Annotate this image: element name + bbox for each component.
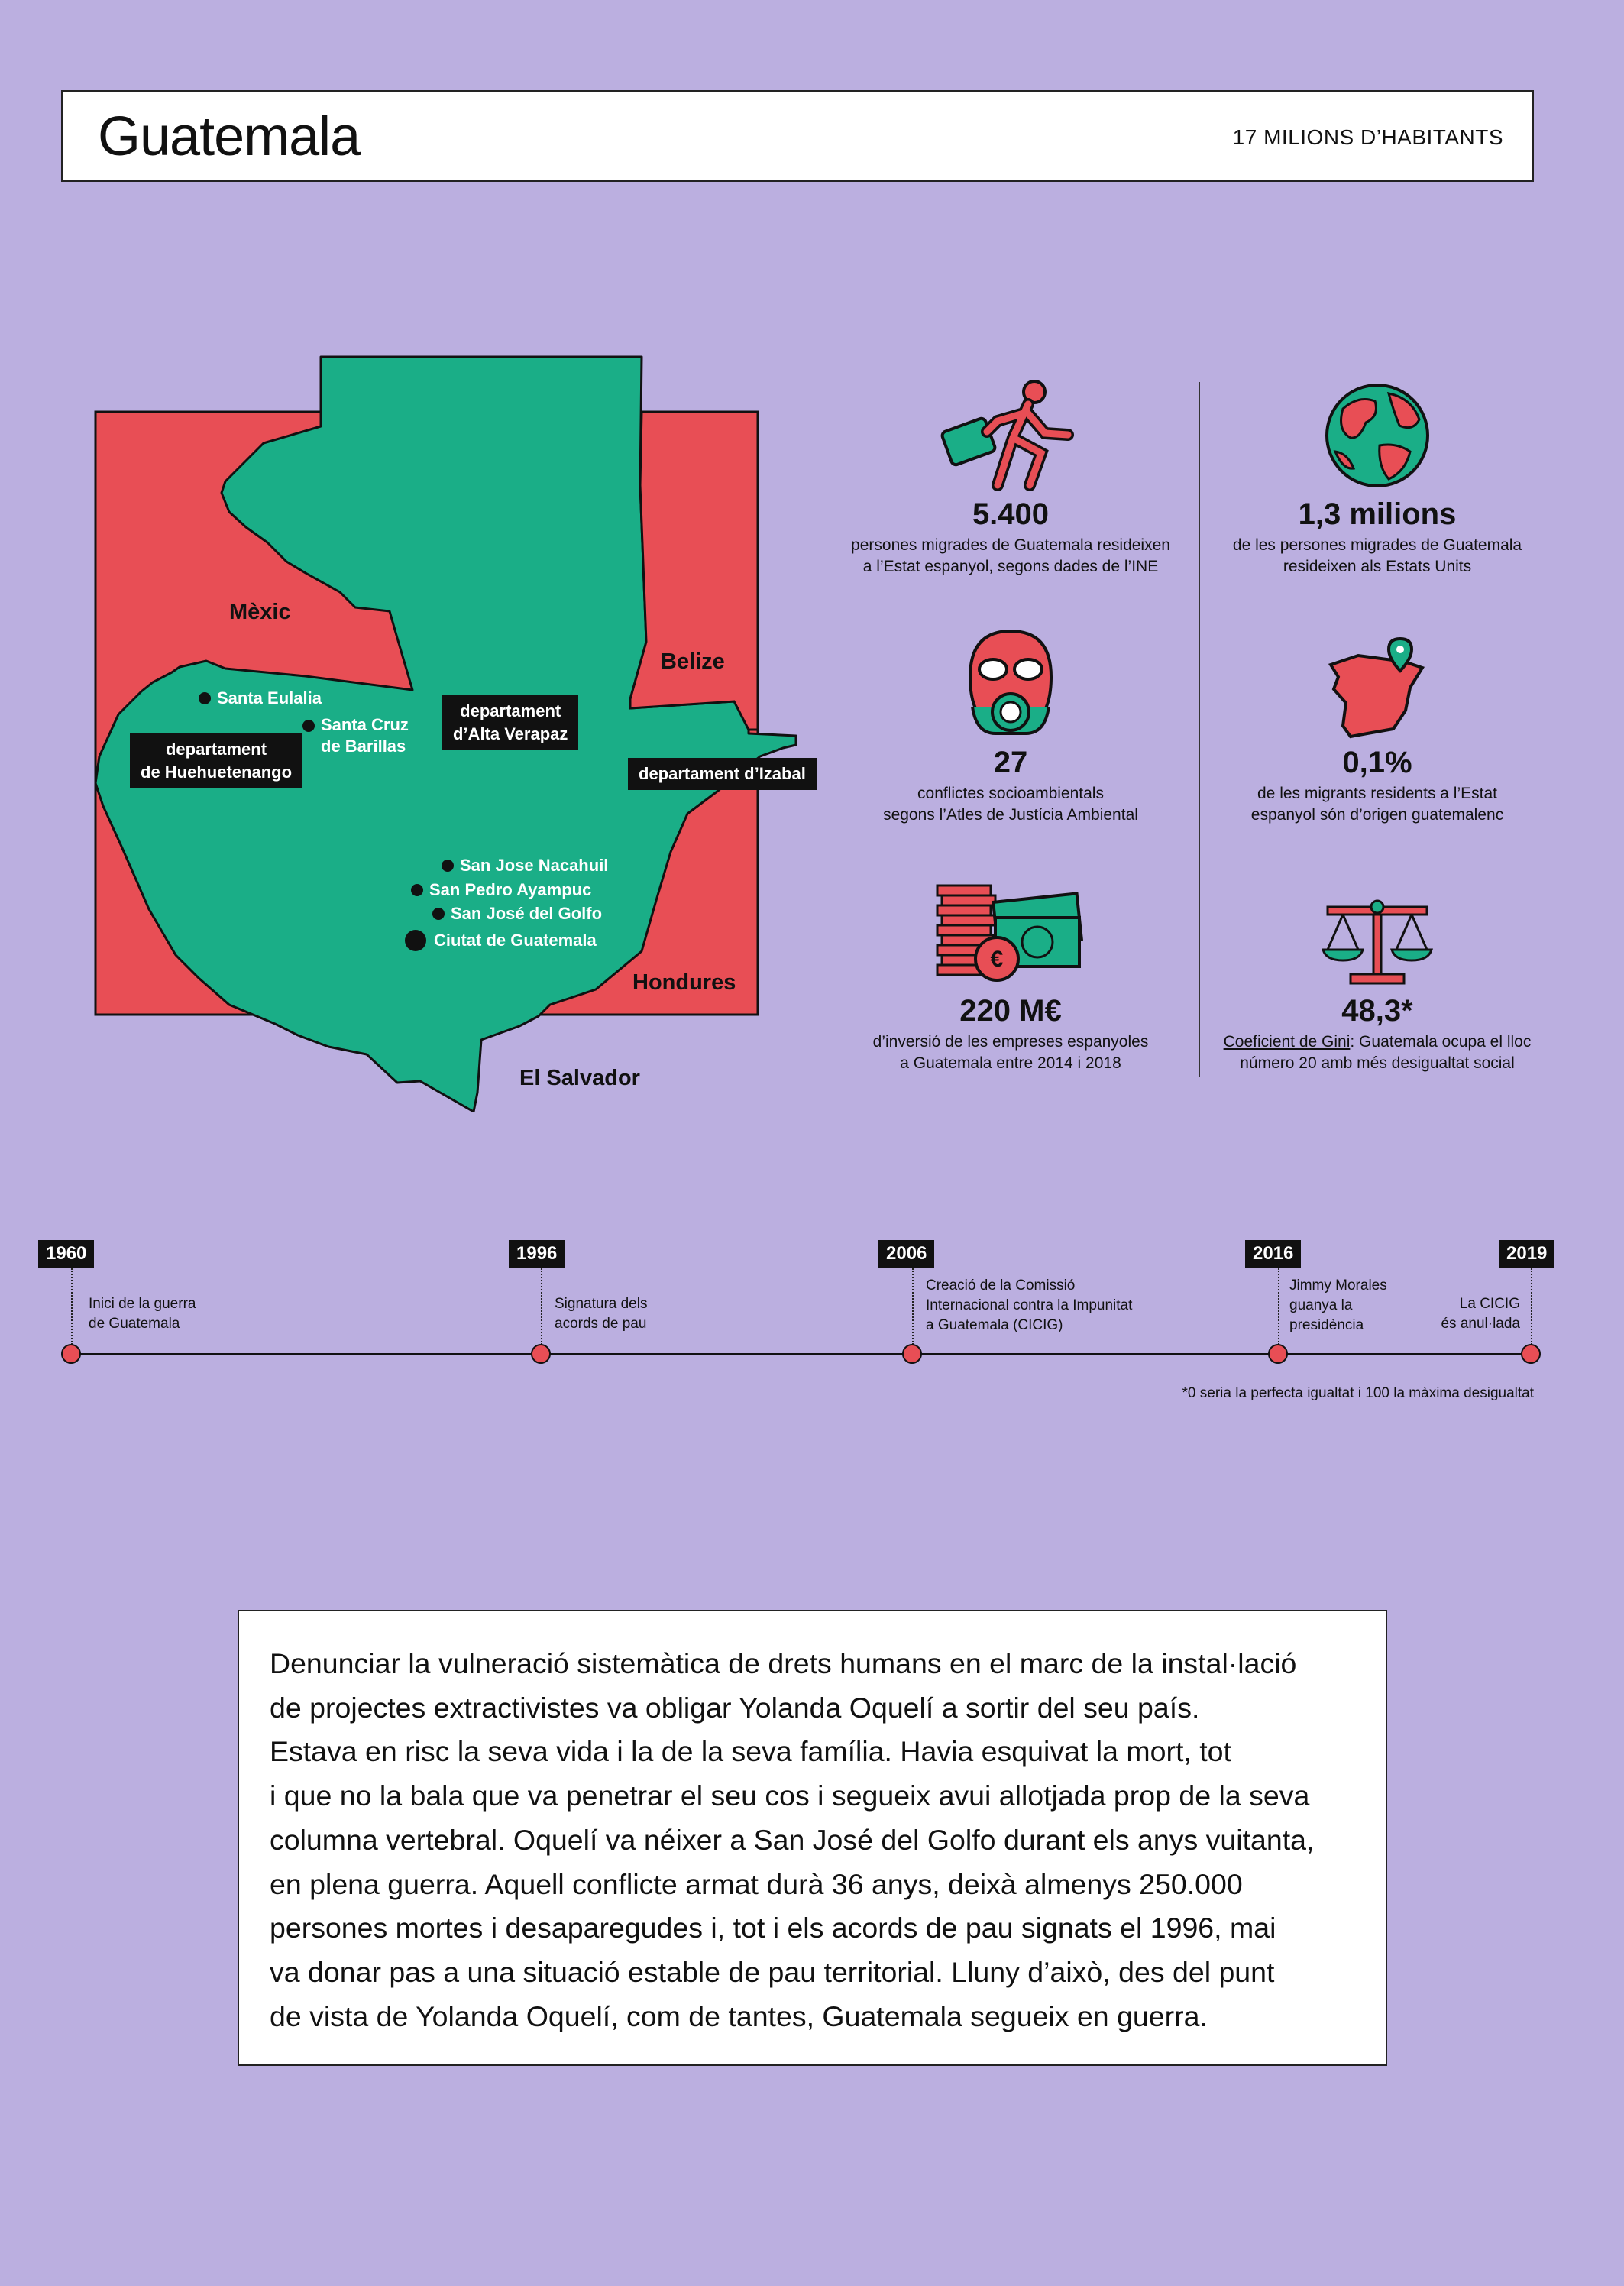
dept-huehuetenango: departament de Huehuetenango (130, 733, 302, 788)
timeline-dot (1268, 1344, 1288, 1364)
belize-shape (630, 412, 758, 730)
stat-investment (839, 875, 1182, 1074)
stat-description: conflictes socioambientals segons l’Atles de Justícia Ambiental (883, 785, 1138, 824)
stat-gini (1205, 875, 1549, 1074)
town-dot (442, 860, 454, 872)
timeline-year: 2006 (878, 1240, 934, 1268)
stat-description: de les migrants residents a l’Estat espanyol són d’origen guatemalenc (1250, 785, 1504, 824)
timeline-dash (541, 1268, 542, 1345)
timeline-year: 1996 (509, 1240, 565, 1268)
stat-description: de les persones migrades de Guatemala resideixen als Estats Units (1232, 536, 1522, 575)
guatemala-map (76, 348, 840, 1112)
timeline-text: La CICIG és anul·lada (1441, 1296, 1520, 1332)
town-san-pedro-ayampuc: San Pedro Ayampuc (411, 880, 591, 900)
stat-value: 0,1% (1342, 746, 1412, 779)
stat-conflicts (839, 627, 1182, 826)
population-label: 17 MILIONS D’HABITANTS (1232, 125, 1503, 149)
stat-value: 5.400 (972, 497, 1050, 531)
stat-value: 220 M€ (959, 994, 1062, 1028)
stat-percent-guatemalan (1205, 627, 1549, 826)
town-santa-cruz: Santa Cruz de Barillas (302, 714, 409, 757)
page-title: Guatemala (98, 106, 361, 167)
town-dot (432, 908, 445, 920)
timeline-line (69, 1353, 1532, 1355)
timeline-dash (71, 1268, 73, 1345)
dept-izabal: departament d’Izabal (628, 758, 817, 790)
timeline-dash (1531, 1268, 1532, 1345)
story-line: de projectes extractivistes va obligar Yolanda Oquelí a sortir del seu país. (270, 1691, 1200, 1724)
timeline-year: 2016 (1245, 1240, 1301, 1268)
timeline-text: Jimmy Morales guanya la presidència (1289, 1277, 1387, 1333)
stat-value: 27 (993, 746, 1028, 779)
story-line: columna vertebral. Oquelí va néixer a San José del Golfo durant els anys vuitanta, (270, 1823, 1315, 1856)
label-belize: Belize (661, 649, 725, 674)
globe-icon (1205, 378, 1549, 493)
story-box (238, 1610, 1387, 2066)
timeline-dash (912, 1268, 914, 1345)
timeline-dot (1521, 1344, 1541, 1364)
stat-description: Coeficient de Gini: Guatemala ocupa el lloc número 20 amb més desigualtat social (1223, 1033, 1532, 1072)
stat-value: 1,3 milions (1298, 497, 1457, 531)
stats-divider (1199, 382, 1200, 1077)
stat-description: persones migrades de Guatemala resideixen a l’Estat espanyol, segons dades de l’INE (851, 536, 1170, 575)
spain-map-pin-icon (1205, 627, 1549, 741)
timeline-year: 2019 (1499, 1240, 1554, 1268)
timeline-dot (902, 1344, 922, 1364)
timeline-year: 1960 (38, 1240, 94, 1268)
town-dot (199, 692, 211, 704)
stat-migrants-spain (839, 378, 1182, 578)
capital-dot (405, 930, 426, 951)
gini-link[interactable]: Coeficient de Gini (1223, 1033, 1351, 1051)
town-dot (411, 884, 423, 896)
town-san-jose-del-golfo: San José del Golfo (432, 904, 602, 924)
story-line: en plena guerra. Aquell conflicte armat durà 36 anys, deixà almenys 250.000 (270, 1867, 1243, 1900)
story-line: Denunciar la vulneració sistemàtica de drets humans en el marc de la instal·lació (270, 1647, 1297, 1679)
running-person-icon (839, 378, 1182, 493)
timeline-dot (61, 1344, 81, 1364)
story-line: i que no la bala que va penetrar el seu cos i segueix avui allotjada prop de la seva (270, 1779, 1310, 1812)
story-line: va donar pas a una situació estable de pau territorial. Lluny d’això, des del punt (270, 1955, 1275, 1988)
label-mexico: Mèxic (229, 600, 291, 624)
story-line: Estava en risc la seva vida i la de la seva família. Havia esquivat la mort, tot (270, 1735, 1231, 1768)
story-line: persones mortes i desaparegudes i, tot i els acords de pau signats el 1996, mai (270, 1912, 1276, 1944)
town-ciutat-de-guatemala: Ciutat de Guatemala (405, 930, 597, 951)
footnote: *0 seria la perfecta igualtat i 100 la màxima desigualtat (1182, 1385, 1534, 1401)
scales-icon (1205, 875, 1549, 989)
timeline-text: Signatura dels acords de pau (555, 1296, 648, 1332)
town-santa-eulalia: Santa Eulalia (199, 688, 322, 708)
town-san-jose-nacahuil: San Jose Nacahuil (442, 856, 608, 876)
story-line: de vista de Yolanda Oquelí, com de tantes, Guatemala segueix en guerra. (270, 1999, 1208, 2032)
stat-value: 48,3* (1341, 994, 1413, 1028)
stat-description: d’inversió de les empreses espanyoles a Guatemala entre 2014 i 2018 (872, 1033, 1149, 1072)
town-dot (302, 720, 315, 732)
timeline-dot (531, 1344, 551, 1364)
svg-text:€: € (990, 947, 1004, 972)
label-honduras: Hondures (632, 970, 736, 995)
money-icon (839, 875, 1182, 989)
gas-mask-icon (839, 627, 1182, 741)
timeline-text: Creació de la Comissió Internacional contra la Impunitat a Guatemala (CICIG) (926, 1277, 1133, 1333)
timeline-text: Inici de la guerra de Guatemala (89, 1296, 196, 1332)
label-el-salvador: El Salvador (519, 1066, 640, 1090)
dept-alta-verapaz: departament d’Alta Verapaz (442, 695, 578, 750)
header-box (61, 90, 1534, 182)
timeline-dash (1278, 1268, 1279, 1345)
stat-migrants-us (1205, 378, 1549, 578)
